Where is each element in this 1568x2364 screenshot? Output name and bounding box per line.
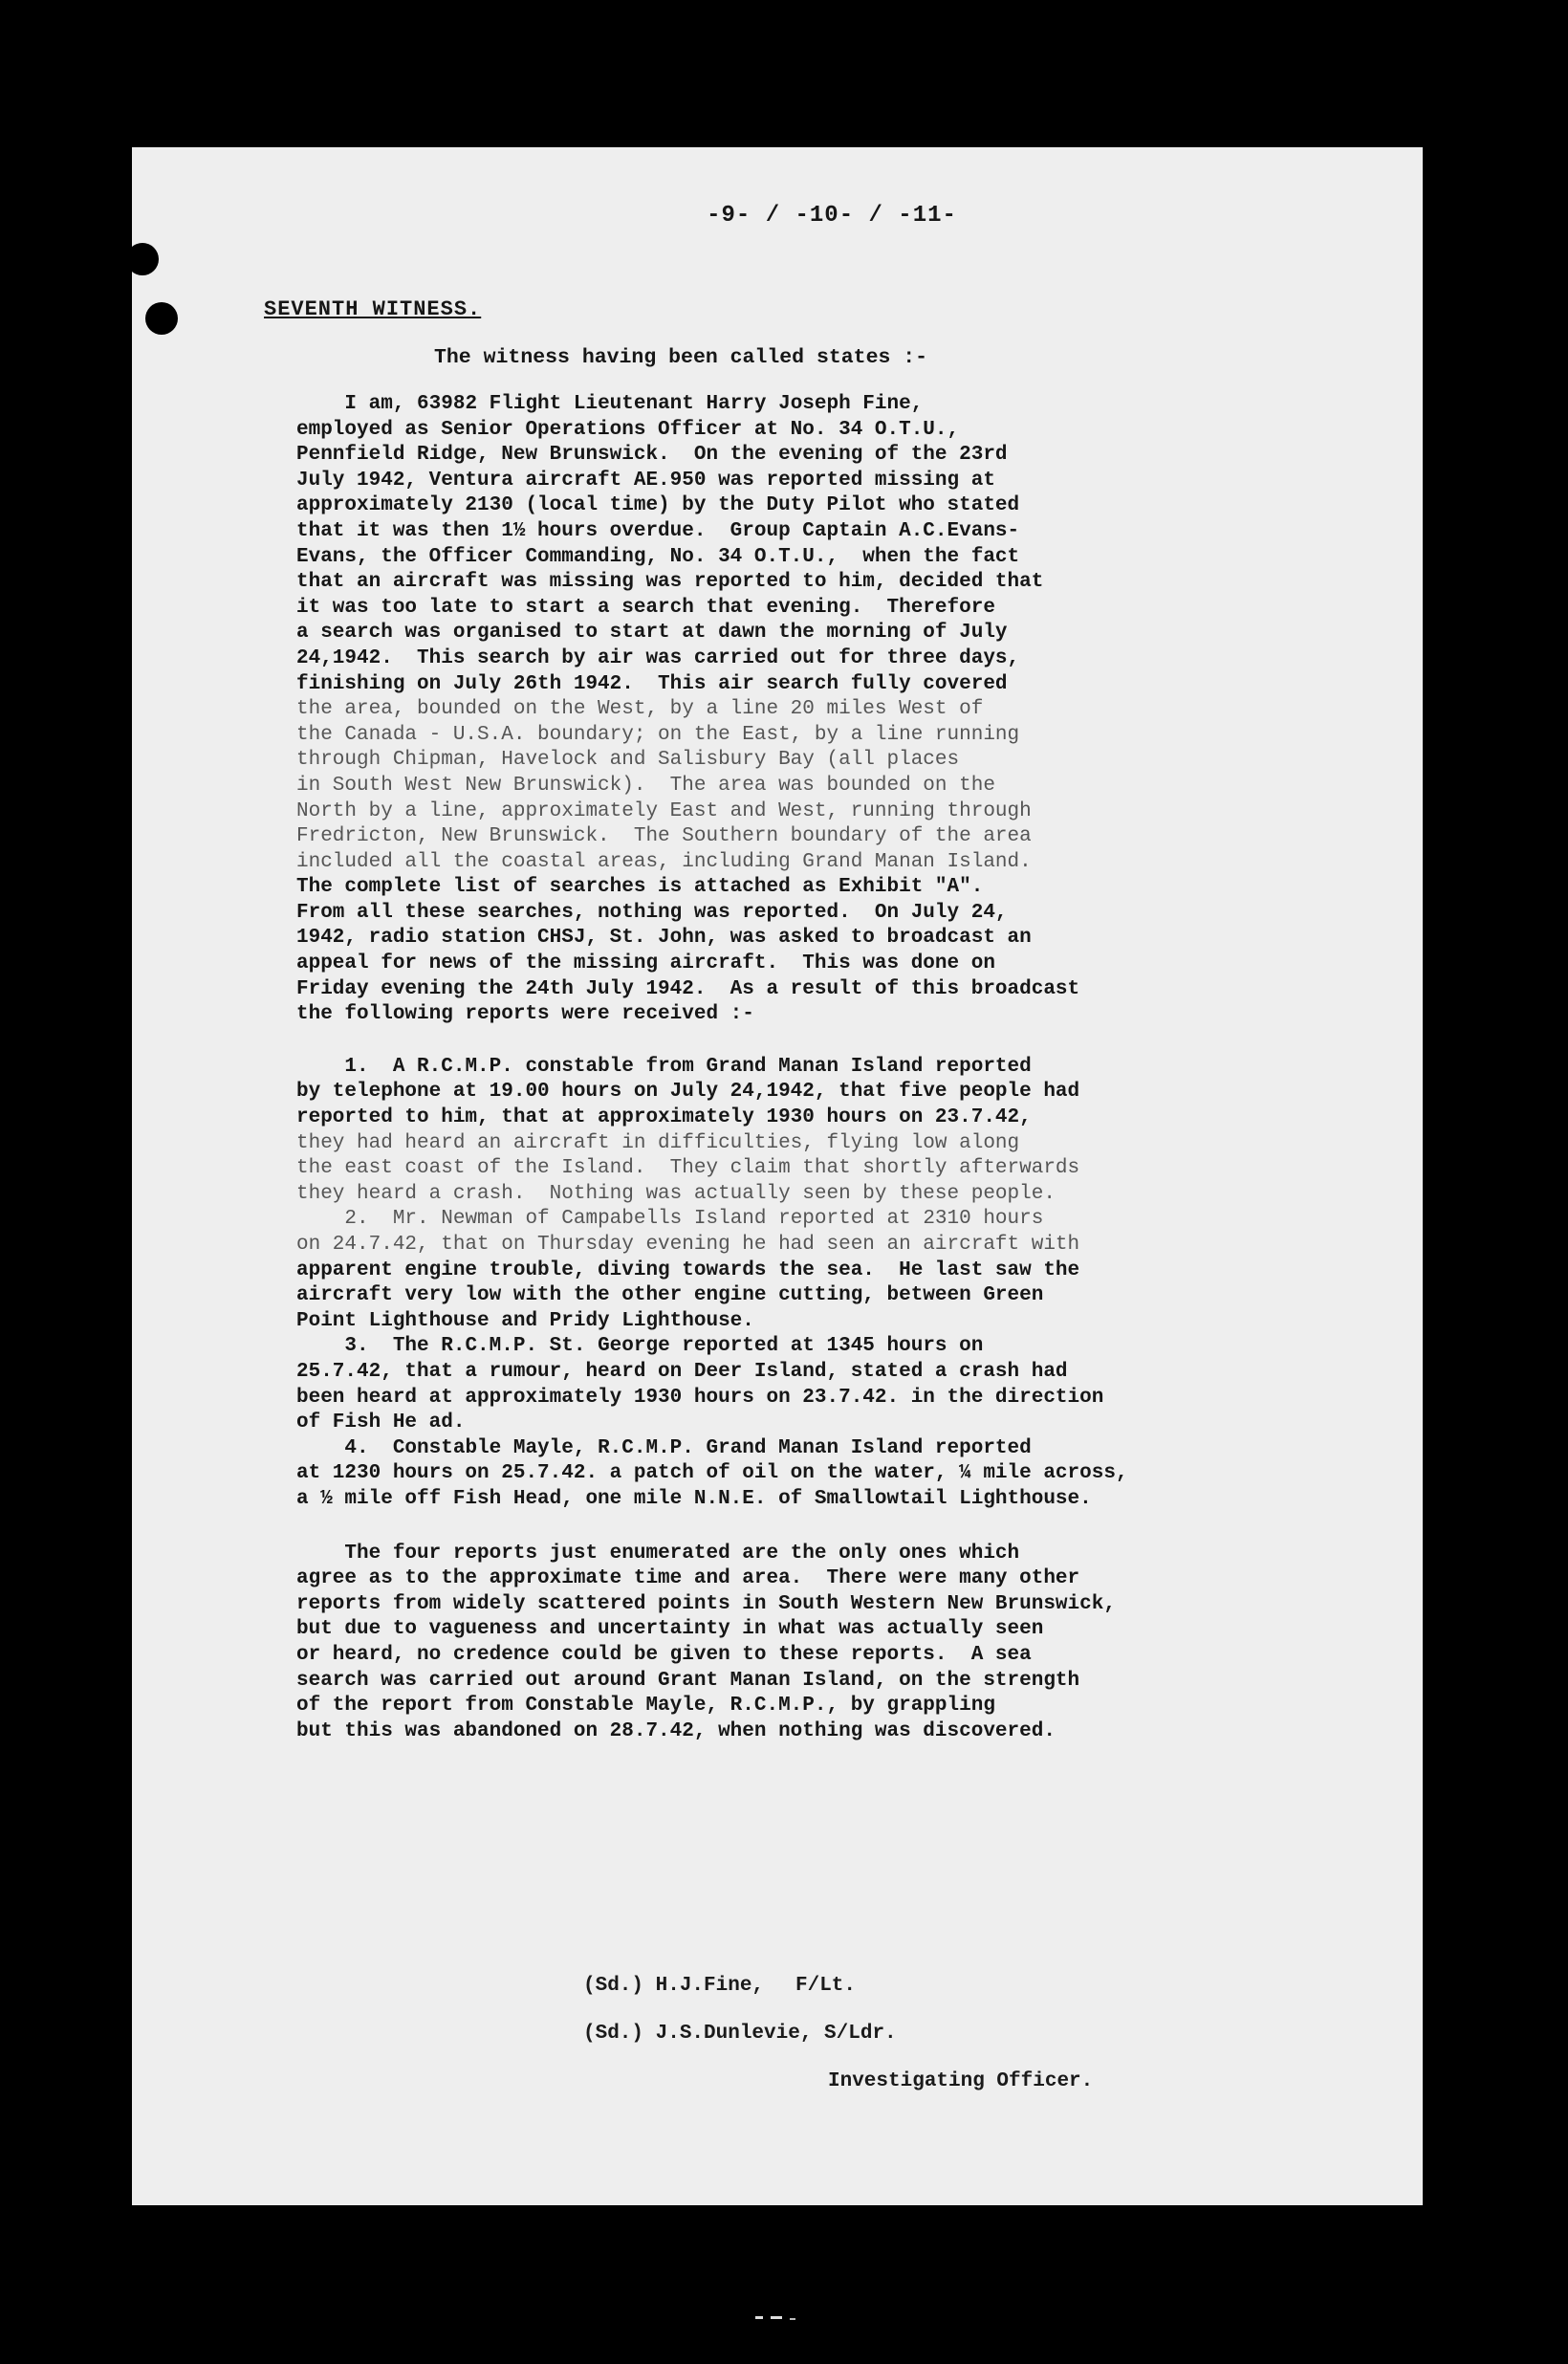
text-line: that an aircraft was missing was reported to him, decided that bbox=[296, 571, 1044, 594]
document-body bbox=[264, 203, 1262, 1744]
text-line: but due to vagueness and uncertainty in what was actually seen bbox=[296, 1618, 1044, 1641]
text-line: Point Lighthouse and Pridy Lighthouse. bbox=[296, 1309, 754, 1332]
text-line: 25.7.42, that a rumour, heard on Deer Island, stated a crash had bbox=[296, 1360, 1068, 1383]
text-line: aircraft very low with the other engine cutting, between Green bbox=[296, 1284, 1044, 1307]
text-line: been heard at approximately 1930 hours on 23.7.42. in the direction bbox=[296, 1386, 1104, 1409]
text-line: through Chipman, Havelock and Salisbury Bay (all places bbox=[296, 749, 960, 772]
signature-dunlevie: (Sd.) J.S.Dunlevie, S/Ldr. bbox=[583, 2023, 897, 2045]
text-line: the Canada - U.S.A. boundary; on the East, by a line running bbox=[296, 723, 1020, 746]
signature-fine-rank: F/Lt. bbox=[795, 1975, 857, 1997]
text-line: reported to him, that at approximately 1930 hours on 23.7.42, bbox=[296, 1106, 1032, 1129]
text-line: 24,1942. This search by air was carried out for three days, bbox=[296, 646, 1020, 669]
text-line: at 1230 hours on 25.7.42. a patch of oil on the water, ¼ mile across, bbox=[296, 1462, 1128, 1485]
text-line: in South West New Brunswick). The area was bounded on the bbox=[296, 774, 995, 797]
text-line: by telephone at 19.00 hours on July 24,1942, that five people had bbox=[296, 1081, 1080, 1104]
text-line: the east coast of the Island. They claim that shortly afterwards bbox=[296, 1157, 1080, 1180]
text-line: employed as Senior Operations Officer at No. 34 O.T.U., bbox=[296, 418, 960, 441]
text-line: Evans, the Officer Commanding, No. 34 O.T.U., when the fact bbox=[296, 545, 1020, 568]
document-page bbox=[132, 147, 1423, 2205]
text-line: but this was abandoned on 28.7.42, when nothing was discovered. bbox=[296, 1719, 1056, 1742]
text-line: on 24.7.42, that on Thursday evening he had seen an aircraft with bbox=[296, 1234, 1080, 1256]
section-heading: SEVENTH WITNESS. bbox=[264, 297, 482, 321]
text-line: of Fish He ad. bbox=[296, 1412, 466, 1434]
text-line: 1942, radio station CHSJ, St. John, was asked to broadcast an bbox=[296, 927, 1032, 950]
text-line: July 1942, Ventura aircraft AE.950 was reported missing at bbox=[296, 469, 995, 492]
text-line: From all these searches, nothing was reported. On July 24, bbox=[296, 901, 1008, 924]
signature-block bbox=[583, 1975, 897, 2070]
text-line: or heard, no credence could be given to these reports. A sea bbox=[296, 1643, 1032, 1666]
text-line: Pennfield Ridge, New Brunswick. On the evening of the 23rd bbox=[296, 444, 1008, 467]
text-line: I am, 63982 Flight Lieutenant Harry Joseph Fine, bbox=[296, 393, 924, 415]
text-line: 3. The R.C.M.P. St. George reported at 1345 hours on bbox=[296, 1335, 984, 1358]
scan-specks bbox=[755, 2314, 813, 2324]
text-line: a ½ mile off Fish Head, one mile N.N.E. of Smallowtail Lighthouse. bbox=[296, 1487, 1092, 1510]
text-line: North by a line, approximately East and West, running through bbox=[296, 799, 1032, 822]
conclusion-paragraph bbox=[296, 1542, 1262, 1745]
text-line: it was too late to start a search that evening. Therefore bbox=[296, 596, 995, 619]
punch-hole bbox=[145, 302, 178, 335]
text-line: of the report from Constable Mayle, R.C.M.P., by grappling bbox=[296, 1695, 995, 1718]
text-line: 1. A R.C.M.P. constable from Grand Manan Island reported bbox=[296, 1055, 1032, 1078]
text-line: a search was organised to start at dawn the morning of July bbox=[296, 622, 1008, 645]
text-line: search was carried out around Grant Manan Island, on the strength bbox=[296, 1669, 1080, 1692]
text-line: apparent engine trouble, diving towards the sea. He last saw the bbox=[296, 1259, 1080, 1281]
text-line: reports from widely scattered points in South Western New Brunswick, bbox=[296, 1592, 1116, 1615]
reports-list bbox=[296, 1055, 1262, 1513]
text-line: 2. Mr. Newman of Campabells Island reported at 2310 hours bbox=[296, 1208, 1044, 1231]
text-line: that it was then 1½ hours overdue. Group Captain A.C.Evans- bbox=[296, 519, 1020, 542]
text-line: included all the coastal areas, including Grand Manan Island. bbox=[296, 850, 1032, 873]
text-line: The complete list of searches is attached as Exhibit "A". bbox=[296, 876, 984, 899]
text-line: they heard a crash. Nothing was actually seen by these people. bbox=[296, 1182, 1056, 1205]
text-line: Friday evening the 24th July 1942. As a result of this broadcast bbox=[296, 977, 1080, 1000]
text-line: appeal for news of the missing aircraft. This was done on bbox=[296, 952, 995, 975]
punch-hole bbox=[132, 243, 159, 275]
page-number: -9- / -10- / -11- bbox=[707, 203, 957, 229]
text-line: approximately 2130 (local time) by the Duty Pilot who stated bbox=[296, 494, 1020, 517]
text-line: the following reports were received :- bbox=[296, 1003, 754, 1026]
text-line: the area, bounded on the West, by a line 20 miles West of bbox=[296, 698, 984, 721]
text-line: Fredricton, New Brunswick. The Southern boundary of the area bbox=[296, 825, 1032, 848]
text-line: agree as to the approximate time and area. There were many other bbox=[296, 1567, 1080, 1590]
statement-paragraph bbox=[296, 392, 1262, 1028]
text-line: finishing on July 26th 1942. This air search fully covered bbox=[296, 672, 1008, 695]
text-line: The four reports just enumerated are the only ones which bbox=[296, 1542, 1020, 1565]
intro-line: The witness having been called states :- bbox=[434, 346, 928, 369]
text-line: 4. Constable Mayle, R.C.M.P. Grand Manan Island reported bbox=[296, 1436, 1032, 1459]
text-line: they had heard an aircraft in difficulties, flying low along bbox=[296, 1131, 1020, 1154]
investigating-officer-title: Investigating Officer. bbox=[828, 2070, 1094, 2092]
signature-fine: (Sd.) H.J.Fine, bbox=[583, 1975, 765, 1997]
